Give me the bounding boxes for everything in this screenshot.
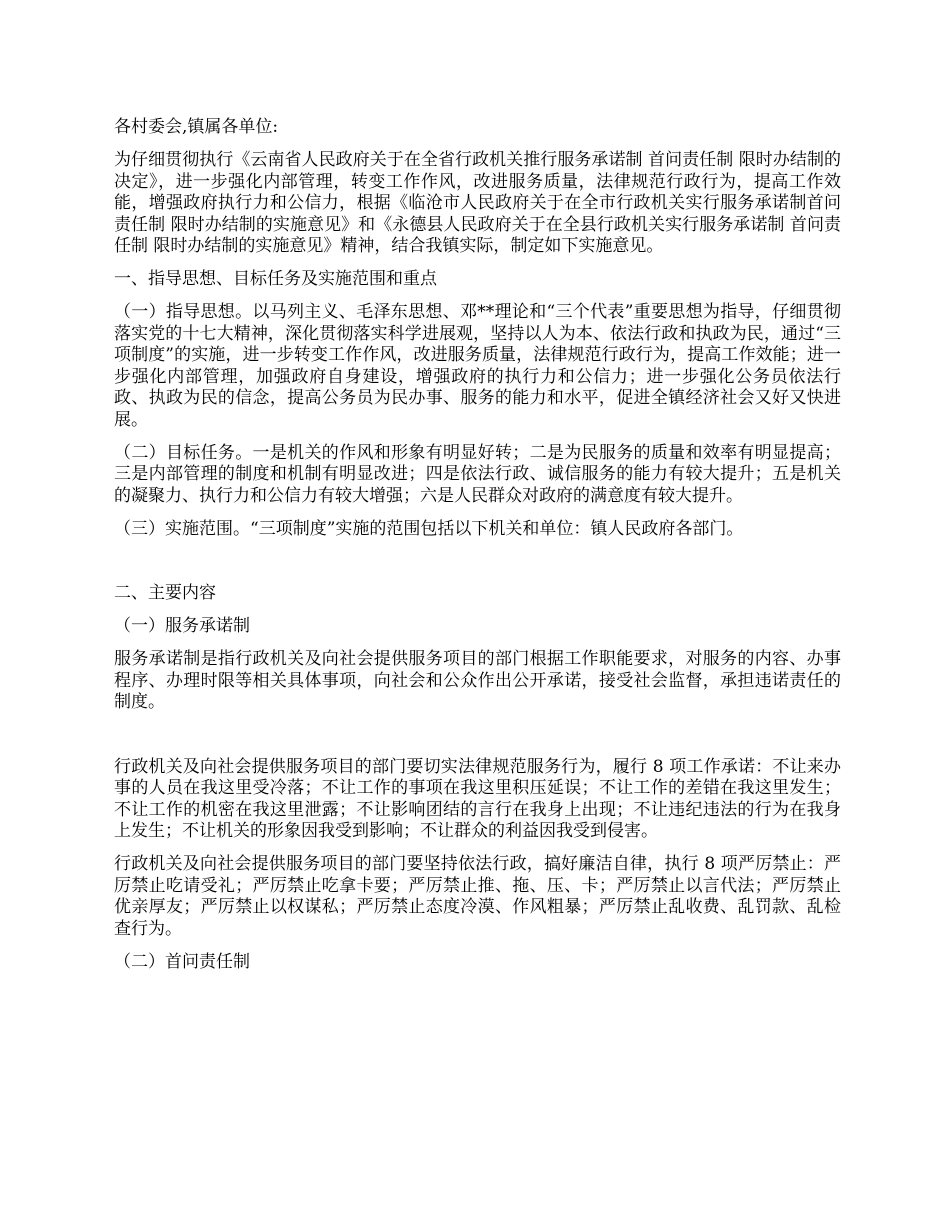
- objectives-paragraph: （二）目标任务。一是机关的作风和形象有明显好转；二是为民服务的质量和效率有明显提高；三是内部管理的制度和机制有明显改进；四是依法行政、诚信服务的能力有较大提升；五是机关的凝聚力、执行力和公信力有较大增强；六是人民群众对政府的满意度有较大提升。: [114, 442, 841, 506]
- service-commitment-subheading: （一）服务承诺制: [114, 616, 250, 636]
- salutation: 各村委会,镇属各单位:: [114, 117, 279, 137]
- section-1-heading: 一、指导思想、目标任务及实施范围和重点: [114, 269, 437, 289]
- first-inquiry-subheading: （二）首问责任制: [114, 951, 250, 972]
- service-commitment-definition: 服务承诺制是指行政机关及向社会提供服务项目的部门根据工作职能要求，对服务的内容、办事程序、办理时限等相关具体事项，向社会和公众作出公开承诺，接受社会监督，承担违诺责任的制度。: [114, 649, 841, 712]
- eight-commitments-paragraph: 行政机关及向社会提供服务项目的部门要切实法律规范服务行为，履行 8 项工作承诺：不让来办事的人员在我这里受冷落；不让工作的事项在我这里积压延误；不让工作的差错在我这里发生；不让工作的机密在我这里泄露；不让影响团结的言行在我身上出现；不让违纪违法的行为在我身上发生；不让机关的形象因我受到影响；不让群众的利益因我受到侵害。: [114, 756, 841, 841]
- intro-paragraph: 为仔细贯彻执行《云南省人民政府关于在全省行政机关推行服务承诺制 首问责任制 限时办结制的决定》，进一步强化内部管理，转变工作作风，改进服务质量，法律规范行政行为，提高工作效能，增强政府执行力和公信力，根据《临沧市人民政府关于在全市行政机关实行服务承诺制首问责任制 限时办结制的实施意见》和《永德县人民政府关于在全县行政机关实行服务承诺制 首问责任制 限时办结制的实施意见》精神，结合我镇实际，制定如下实施意见。: [114, 150, 841, 256]
- document-page: [114, 117, 841, 985]
- guiding-ideology-paragraph: （一）指导思想。以马列主义、毛泽东思想、邓**理论和“三个代表”重要思想为指导，仔细贯彻落实党的十七大精神，深化贯彻落实科学进展观，坚持以人为本、依法行政和执政为民，通过“三项制度”的实施，进一步转变工作作风，改进服务质量，法律规范行政行为，提高工作效能；进一步强化内部管理，加强政府自身建设，增强政府的执行力和公信力；进一步强化公务员依法行政、执政为民的信念，提高公务员为民办事、服务的能力和水平，促进全镇经济社会又好又快进展。: [114, 302, 841, 430]
- scope-paragraph: （三）实施范围。“三项制度”实施的范围包括以下机关和单位：镇人民政府各部门。: [114, 518, 744, 539]
- eight-prohibitions-paragraph: 行政机关及向社会提供服务项目的部门要坚持依法行政，搞好廉洁自律，执行 8 项严厉禁止：严厉禁止吃请受礼；严厉禁止吃拿卡要；严厉禁止推、拖、压、卡；严厉禁止以言代法；严厉禁止优亲厚友；严厉禁止以权谋私；严厉禁止态度冷漠、作风粗暴；严厉禁止乱收费、乱罚款、乱检查行为。: [114, 854, 841, 939]
- section-2-heading: 二、主要内容: [114, 583, 216, 603]
